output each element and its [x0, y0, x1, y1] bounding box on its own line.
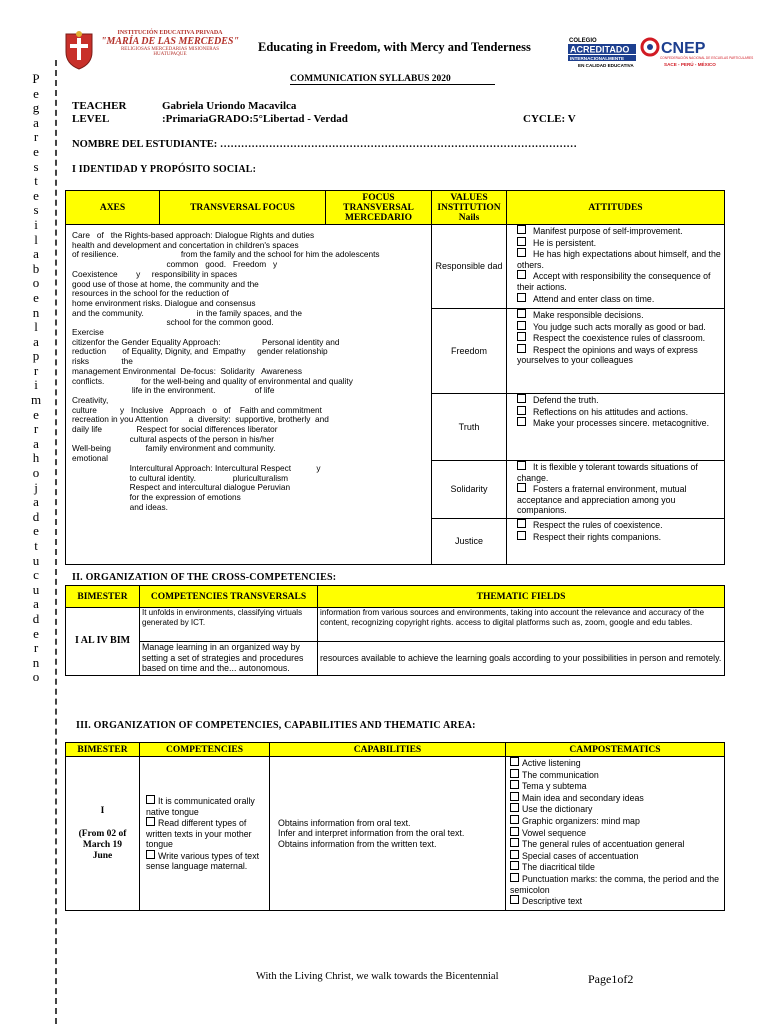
value-solidarity: Solidarity — [432, 461, 507, 519]
acred-l1: COLEGIO — [569, 38, 597, 44]
attitude-text: He is persistent. — [533, 237, 597, 248]
axes-content-cell — [66, 225, 432, 565]
attitude-text: He has high expectations about himself, and the others. — [517, 249, 721, 270]
margin-letter: e — [33, 143, 39, 159]
capabilities-item — [278, 818, 503, 829]
header-values-institution: VALUES INSTITUTION Nails — [432, 191, 507, 225]
checkbox-icon — [517, 531, 526, 540]
attitude-text: Attend and enter class on time. — [533, 293, 655, 304]
cnep-sub2: SACE - PERÚ - MÉXICO — [664, 62, 716, 67]
themes-item — [510, 895, 722, 907]
themes-item — [510, 873, 722, 895]
header-focus-mercedario: FOCUS TRANSVERSAL MERCEDARIO — [326, 191, 432, 225]
margin-letter: e — [33, 187, 39, 203]
attitude-item — [517, 461, 722, 483]
attitude-item — [517, 531, 722, 543]
value-truth: Truth — [432, 394, 507, 461]
checkbox-icon — [510, 861, 519, 870]
section1-title: I IDENTIDAD Y PROPÓSITO SOCIAL: — [72, 164, 257, 175]
themes-text: Special cases of accentuation — [522, 850, 639, 861]
checkbox-icon — [517, 309, 526, 318]
themes-item — [510, 757, 722, 769]
margin-letter: c — [33, 567, 39, 583]
attitude-text: Make responsible decisions. — [533, 310, 644, 320]
themes-text: The diacritical tilde — [522, 862, 595, 873]
attitude-item — [517, 321, 722, 333]
value-freedom: Freedom — [432, 309, 507, 394]
school-crest-icon — [62, 30, 96, 70]
checkbox-icon — [517, 394, 526, 403]
themes-text: Active listening — [522, 758, 581, 768]
themes-text: Graphic organizers: mind map — [522, 815, 640, 826]
student-name-line: NOMBRE DEL ESTUDIANTE: ………………………………………………………………………………………… — [72, 139, 577, 150]
checkbox-icon — [517, 406, 526, 415]
axes-line: citizenfor the Gender Equality Approach: Personal identity and — [72, 336, 340, 347]
themes-text: Descriptive text — [522, 896, 583, 907]
checkbox-icon — [510, 769, 519, 778]
margin-letter: n — [32, 304, 40, 320]
school-name-line3: RELIGIOSAS MERCEDARIAS MISIONERAS — [120, 47, 220, 52]
cnep-logo-icon — [640, 35, 754, 69]
themes-text: Main idea and secondary ideas — [522, 792, 644, 803]
axes-line: Care of the Rights-based approach: Dialogue Rights and duties — [72, 230, 315, 240]
page-number: Page1of2 — [588, 972, 634, 986]
acred-l3: INTERNACIONALMENTE — [570, 56, 625, 61]
capabilities-text: Infer and interpret information from the oral text. — [278, 828, 465, 839]
attitude-text: Manifest purpose of self-improvement. — [533, 226, 683, 236]
cnep-sub: CONFEDERACIÓN NACIONAL DE ESCUELAS PARTICULARES — [660, 56, 754, 60]
attitude-item — [517, 293, 722, 305]
margin-letter: g — [32, 100, 40, 116]
axes-line: daily life Respect for social differences liberator — [72, 424, 278, 435]
section2-title: II. ORGANIZATION OF THE CROSS-COMPETENCIES: — [72, 572, 337, 583]
axes-line: home environment risks. Dialogue and consensus — [72, 297, 256, 308]
themes-item — [510, 850, 722, 862]
axes-line: of resilience. from the family and the school for him the adolescents — [72, 249, 380, 260]
attitude-text: Accept with responsibility the consequence of their actions. — [517, 271, 711, 292]
capabilities-item — [278, 828, 503, 839]
t2-header-bimester: BIMESTER — [66, 586, 140, 608]
t2-row1-competency: It unfolds in environments, classifying virtuals generated by ICT. — [140, 608, 318, 642]
checkbox-icon — [517, 321, 526, 330]
margin-letter: r — [33, 129, 39, 145]
attitudes-justice — [507, 519, 725, 565]
capabilities-text: Obtains information from the written text. — [278, 838, 437, 849]
axes-line: good use of those at home, the community and the — [72, 278, 259, 289]
axes-line: common good. Freedom y — [72, 259, 278, 270]
axes-line: Coexistence y responsibility in spaces — [72, 268, 238, 279]
attitude-item — [517, 483, 722, 516]
cut-line — [55, 60, 57, 1024]
cycle-label: CYCLE: V — [523, 113, 576, 125]
teacher-label: TEACHER — [72, 100, 127, 112]
checkbox-icon — [510, 827, 519, 836]
checkbox-icon — [517, 483, 526, 492]
margin-letter: e — [33, 289, 39, 305]
axes-line: to cultural identity. pluriculturalism — [72, 472, 289, 483]
school-name-line1: INSTITUCIÓN EDUCATIVA PRIVADA — [117, 30, 223, 36]
axes-line: recreation in you Attention a diversity: supportive, brotherly and — [72, 414, 329, 425]
checkbox-icon — [517, 248, 526, 257]
t3-header-bimester: BIMESTER — [66, 743, 140, 757]
margin-letter: r — [33, 640, 39, 656]
axes-line: Respect and intercultural dialogue Peruvian — [72, 482, 291, 493]
attitude-text: Respect their rights companions. — [533, 531, 662, 542]
axes-line: health and development and concertation in children's spaces — [72, 239, 299, 250]
t3-bimester-dates: (From 02 of March 19 June — [78, 828, 127, 861]
checkbox-icon — [510, 873, 519, 882]
margin-letter: e — [33, 523, 39, 539]
margin-letter: a — [33, 114, 39, 130]
axes-line: Intercultural Approach: Intercultural Respect y — [72, 462, 321, 473]
margin-letter: a — [33, 494, 39, 510]
t2-row2-competency: Manage learning in an organized way by setting a set of strategies and procedures based on time and the... autonomous. — [140, 642, 318, 676]
t3-competencies-cell — [140, 757, 270, 911]
axes-line: cultural aspects of the person in his/her — [72, 433, 274, 444]
axes-line: Well-being family environment and community. — [72, 443, 276, 454]
attitude-text: Defend the truth. — [533, 395, 599, 405]
checkbox-icon — [517, 332, 526, 341]
competencies-text: Write various types of text sense language maternal. — [146, 850, 260, 872]
syllabus-title: COMMUNICATION SYLLABUS 2020 — [290, 74, 495, 85]
school-name-line4: HUATUPAQUE — [153, 52, 187, 57]
margin-letter: l — [34, 231, 38, 247]
attitudes-freedom — [507, 309, 725, 394]
axes-line: emotional — [72, 453, 108, 464]
checkbox-icon — [510, 850, 519, 859]
axes-line: school for the common good. — [72, 317, 274, 328]
attitude-item — [517, 394, 722, 406]
value-responsible: Responsible dad — [432, 225, 507, 309]
competencies-item — [146, 795, 267, 817]
themes-item — [510, 827, 722, 839]
t2-bimester: I AL IV BIM — [66, 608, 140, 676]
margin-letter: p — [32, 348, 40, 364]
header-attitudes: ATTITUDES — [507, 191, 725, 225]
t3-header-competencies: COMPETENCIES — [140, 743, 270, 757]
attitudes-solidarity — [507, 461, 725, 519]
checkbox-icon — [517, 417, 526, 426]
attitude-item — [517, 344, 722, 366]
axes-line: life in the environment. of life — [72, 385, 275, 396]
themes-item — [510, 769, 722, 781]
checkbox-icon — [510, 838, 519, 847]
checkbox-icon — [510, 757, 519, 766]
competencies-item — [146, 850, 267, 872]
attitude-item — [517, 237, 722, 249]
checkbox-icon — [146, 795, 155, 804]
margin-letter: a — [33, 596, 39, 612]
t3-header-capabilities: CAPABILITIES — [270, 743, 506, 757]
value-justice: Justice — [432, 519, 507, 565]
attitude-text: Reflections on his attitudes and actions. — [533, 406, 689, 417]
t2-header-competencies: COMPETENCIES TRANSVERSALS — [140, 586, 318, 608]
themes-text: Punctuation marks: the comma, the period and the semicolon — [510, 873, 720, 895]
school-name-block — [100, 30, 240, 57]
margin-letter: a — [33, 333, 39, 349]
acred-l2: ACREDITADO — [570, 44, 630, 55]
attitudes-responsible — [507, 225, 725, 309]
margin-letter: s — [33, 202, 39, 218]
t3-header-themes: CAMPOSTEMATICS — [506, 743, 725, 757]
themes-text: Use the dictionary — [522, 804, 593, 815]
margin-letter: P — [32, 71, 40, 86]
margin-letter: j — [34, 479, 38, 495]
attitude-item — [517, 309, 722, 321]
attitude-item — [517, 406, 722, 418]
margin-letter: m — [30, 392, 42, 408]
footer-slogan: With the Living Christ, we walk towards the Bicentennial — [256, 971, 499, 982]
checkbox-icon — [517, 344, 526, 353]
t2-header-thematic: THEMATIC FIELDS — [318, 586, 725, 608]
margin-letter: d — [32, 508, 40, 524]
axes-line: Creativity, — [72, 394, 109, 405]
capabilities-item — [278, 839, 503, 850]
themes-text: Vowel sequence — [522, 827, 587, 838]
checkbox-icon — [517, 519, 526, 528]
margin-letter: r — [33, 362, 39, 378]
attitude-item — [517, 519, 722, 531]
t2-row1-thematic: information from various sources and environments, taking into account the relevance and accuracy of the content, recognizing copyright rights. access to digital platforms such as, zoom, google and edu tables. — [318, 608, 725, 642]
accredited-badge-icon — [566, 35, 640, 69]
t3-themes-cell — [506, 757, 725, 911]
margin-letter: o — [32, 275, 40, 291]
school-motto: Educating in Freedom, with Mercy and Tenderness — [258, 40, 531, 54]
t3-capabilities-cell — [270, 757, 506, 911]
margin-letter: o — [32, 465, 40, 481]
competencies-item — [146, 817, 267, 850]
attitude-text: It is flexible y tolerant towards situations of change. — [517, 462, 698, 483]
attitude-item — [517, 248, 722, 270]
axes-line: Exercise — [72, 327, 104, 338]
competencies-text: Read different types of written texts in your mother tongue — [146, 818, 252, 850]
margin-letter: s — [33, 158, 39, 174]
attitude-text: Respect the coexistence rules of classroom. — [533, 333, 706, 344]
margin-letter: i — [34, 216, 38, 232]
competencies-table — [65, 742, 725, 911]
identity-table — [65, 190, 725, 565]
margin-letter: u — [32, 552, 40, 568]
attitudes-truth — [507, 394, 725, 461]
checkbox-icon — [517, 461, 526, 470]
checkbox-icon — [510, 895, 519, 904]
margin-letter: a — [33, 435, 39, 451]
margin-vertical-text — [28, 72, 44, 685]
margin-letter: o — [32, 669, 40, 685]
margin-letter: n — [32, 654, 40, 670]
margin-letter: e — [33, 85, 39, 101]
themes-item — [510, 792, 722, 804]
checkbox-icon — [510, 780, 519, 789]
level-value: :PrimariaGRADO:5°Libertad - Verdad — [162, 113, 348, 125]
margin-letter: h — [32, 450, 40, 466]
attitude-text: Fosters a fraternal environment, mutual acceptance and appreciation among you companions. — [517, 484, 687, 516]
header-axes: AXES — [66, 191, 160, 225]
section3-title: III. ORGANIZATION OF COMPETENCIES, CAPABILITIES AND THEMATIC AREA: — [76, 720, 476, 731]
margin-letter: t — [34, 538, 38, 553]
attitude-item — [517, 417, 722, 429]
cnep-name: CNEP — [661, 40, 706, 57]
themes-item — [510, 861, 722, 873]
axes-line: risks the — [72, 356, 133, 367]
checkbox-icon — [146, 850, 155, 859]
margin-letter: r — [33, 421, 39, 437]
school-name-line2: "MARÍA DE LAS MERCEDES" — [100, 36, 240, 47]
axes-line: and ideas. — [72, 501, 168, 512]
attitude-text: Make your processes sincere. metacognitive. — [533, 418, 710, 429]
cross-competencies-table — [65, 585, 725, 676]
t3-bimester-cell — [66, 757, 140, 911]
checkbox-icon — [517, 270, 526, 279]
margin-letter: l — [34, 319, 38, 335]
themes-text: The general rules of accentuation general — [522, 839, 685, 850]
checkbox-icon — [510, 803, 519, 812]
themes-item — [510, 838, 722, 850]
checkbox-icon — [517, 237, 526, 246]
axes-line: reduction of Equality, Dignity, and Empathy gender relationship — [72, 346, 328, 357]
margin-letter: e — [33, 625, 39, 641]
teacher-value: Gabriela Uriondo Macavilca — [162, 100, 297, 112]
attitude-text: Respect the opinions and ways of express yourselves to your colleagues — [517, 344, 698, 366]
margin-letter: u — [32, 581, 40, 597]
margin-letter: e — [33, 406, 39, 422]
themes-item — [510, 803, 722, 815]
attitude-text: Respect the rules of coexistence. — [533, 520, 663, 530]
t2-row2-thematic: resources available to achieve the learning goals according to your possibilities in person and remotely. — [318, 642, 725, 676]
attitude-item — [517, 225, 722, 237]
axes-line: resources in the school for the reduction of — [72, 288, 229, 299]
attitude-item — [517, 270, 722, 292]
checkbox-icon — [517, 225, 526, 234]
axes-line: conflicts. for the well-being and quality of environmental and quality — [72, 375, 353, 386]
checkbox-icon — [517, 293, 526, 302]
level-label: LEVEL — [72, 113, 110, 125]
acred-l4: EN CALIDAD EDUCATIVA — [578, 63, 634, 68]
checkbox-icon — [510, 792, 519, 801]
margin-letter: b — [32, 260, 40, 276]
themes-item — [510, 815, 722, 827]
header-transversal-focus: TRANSVERSAL FOCUS — [160, 191, 326, 225]
attitude-text: You judge such acts morally as good or bad. — [533, 321, 706, 332]
margin-letter: i — [34, 377, 38, 393]
themes-item — [510, 780, 722, 792]
axes-line: and the community. in the family spaces, and the — [72, 307, 302, 318]
checkbox-icon — [146, 817, 155, 826]
axes-line: culture y Inclusive Approach o of Faith and commitment — [72, 404, 322, 415]
themes-text: The communication — [522, 769, 599, 780]
margin-letter: a — [33, 246, 39, 262]
competencies-text: It is communicated orally native tongue — [146, 795, 255, 817]
attitude-item — [517, 332, 722, 344]
checkbox-icon — [510, 815, 519, 824]
margin-letter: t — [34, 173, 38, 189]
t3-bimester-number: I — [100, 805, 105, 816]
themes-text: Tema y subtema — [522, 781, 587, 792]
axes-line: for the expression of emotions — [72, 491, 241, 502]
axes-line: management Environmental De-focus: Solidarity Awareness — [72, 365, 302, 376]
margin-letter: d — [32, 610, 40, 626]
capabilities-text: Obtains information from oral text. — [278, 817, 411, 828]
